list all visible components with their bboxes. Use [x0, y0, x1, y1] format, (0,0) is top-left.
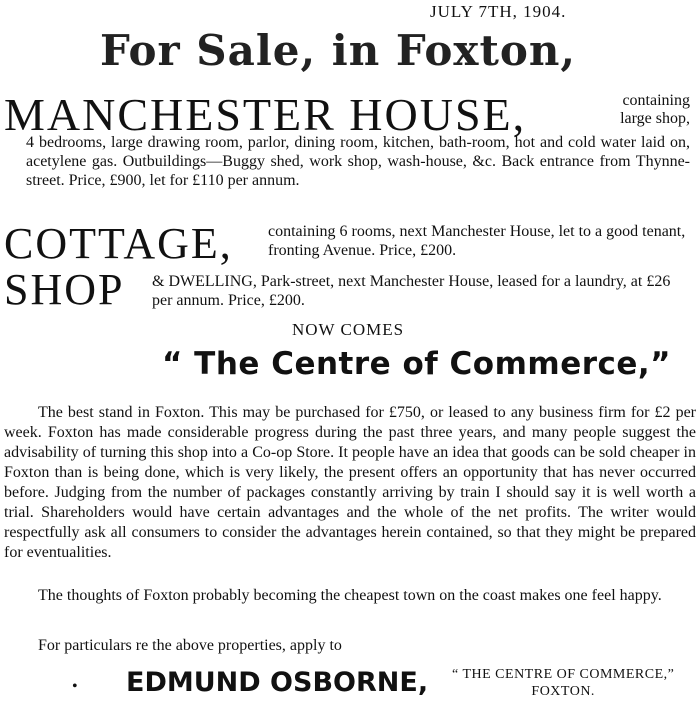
thoughts-paragraph — [4, 586, 696, 606]
body-paragraph — [4, 403, 696, 563]
now-comes-label: NOW COMES — [292, 320, 405, 339]
centre-of-commerce-title: “ The Centre of Commerce,” — [162, 346, 672, 382]
cottage-heading: COTTAGE, — [4, 219, 233, 268]
cottage-description: containing 6 rooms, next Manchester House, let to a good tenant, fronting Avenue. Price, £200. — [268, 223, 686, 259]
signature-town: FOXTON. — [531, 684, 595, 699]
manchester-house-heading: MANCHESTER HOUSE, — [4, 89, 527, 140]
signature-name: EDMUND OSBORNE, — [126, 667, 429, 698]
signature-address — [452, 666, 674, 700]
issue-date: JULY 7TH, 1904. — [430, 2, 567, 21]
body-paragraph-text: The best stand in Foxton. This may be purchased for £750, or leased to any business firm for £2 per week. Foxton has made considerable progress during the past three years, and many people suggest the advisability of turning this shop into a Co-op Store. It people have an idea that goods can be sold cheaper in Foxton than is being done, which is very likely, the present offers an opportunity that has never occurred before. Judging from the number of packages constantly arriving by train I should say it is well worth a trial. Shareholders would have certain advantages and the whole of the net profits. The writer would respectfully ask all consumers to consider the advantages herein contained, so that they might be prepared for eventualities. — [4, 404, 696, 561]
containing-line-2: large shop, — [620, 110, 690, 127]
particulars-line: For particulars re the above properties, apply to — [38, 637, 342, 654]
shop-description: & DWELLING, Park-street, next Manchester House, leased for a laundry, at £26 per annum. Price, £200. — [152, 273, 671, 309]
shop-heading: SHOP — [4, 265, 125, 314]
manchester-containing — [620, 92, 690, 128]
signature-bullet: • — [72, 678, 78, 695]
containing-line-1: containing — [622, 92, 690, 109]
thoughts-paragraph-text: The thoughts of Foxton probably becoming the cheapest town on the coast makes one feel happy. — [38, 587, 662, 604]
signature-firm: “ THE CENTRE OF COMMERCE,” — [452, 667, 675, 682]
page-title: For Sale, in Foxton, — [100, 26, 577, 75]
manchester-description — [6, 133, 690, 190]
manchester-description-text: 4 bedrooms, large drawing room, parlor, dining room, kitchen, bath-room, hot and cold water laid on, acetylene gas. Outbuildings—Buggy shed, work shop, wash-house, &c. Back entrance from Thynne-street. Price, £900, let for £110 per annum. — [26, 134, 690, 189]
